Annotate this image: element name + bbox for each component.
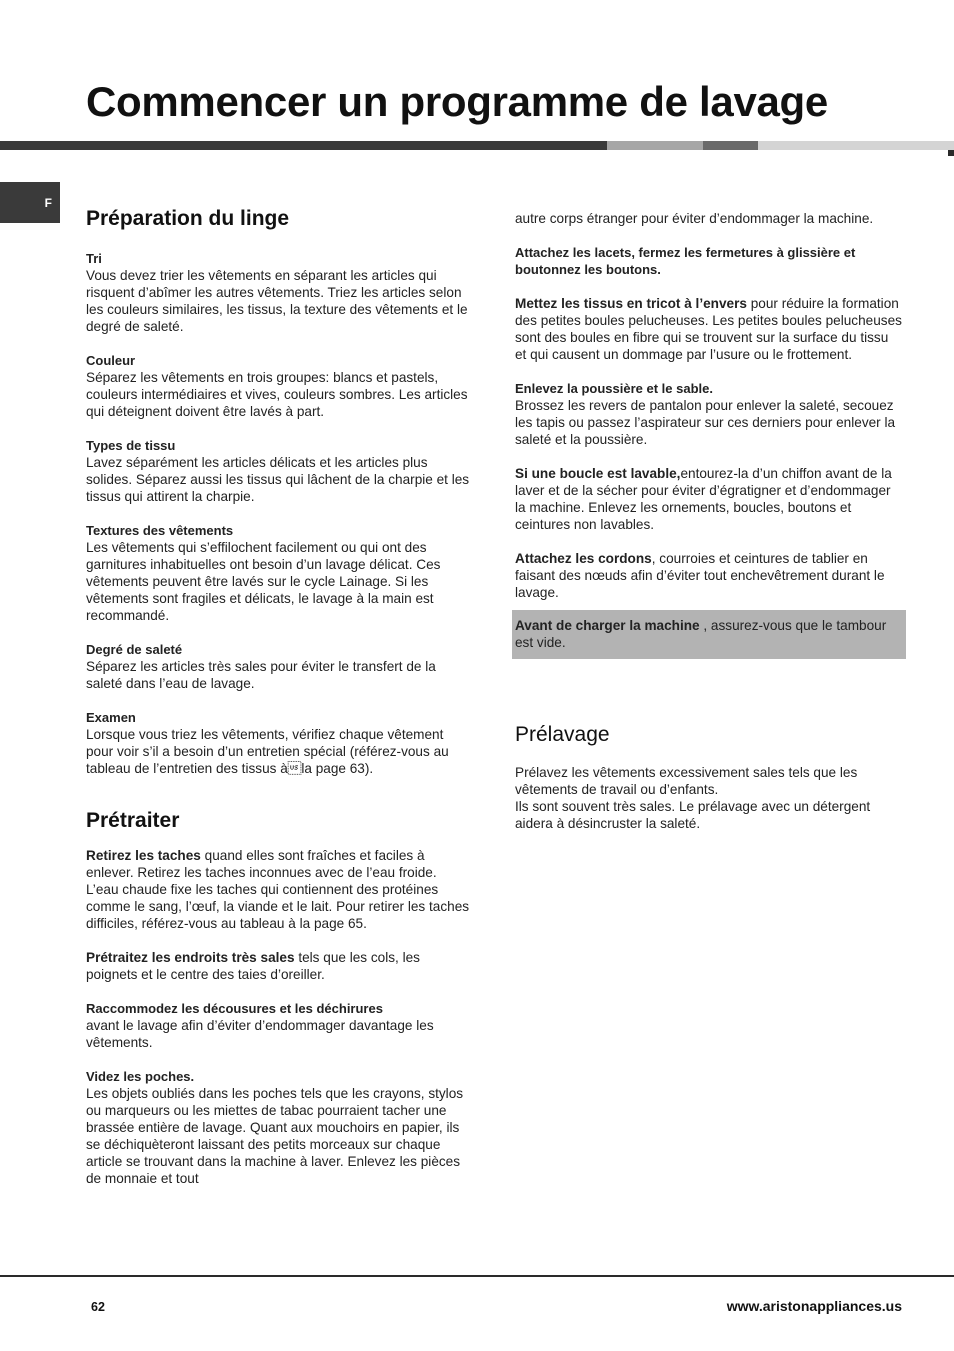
header-rule-marker bbox=[948, 150, 954, 156]
bold-cordons: Attachez les cordons bbox=[515, 551, 652, 566]
block-poussiere bbox=[515, 380, 903, 448]
paragraph-boucle bbox=[515, 465, 903, 533]
header-rule-dark bbox=[0, 141, 607, 150]
bold-pretraitez: Prétraitez les endroits très sales bbox=[86, 950, 295, 965]
text-tricot: pour réduire la formation des petites boules pelucheuses. Les petites boules pelucheuses sont des boules en fibre qui se trouvent sur la surface du tissu et qui causent un dommage par l’usure ou le frottement. bbox=[515, 296, 902, 362]
right-column bbox=[515, 210, 903, 832]
paragraph-textures: Les vêtements qui s’effilochent facilement ou qui ont des garnitures inhabituelles ont besoin d’un lavage délicat. Ces vêtements peuvent être lavés sur le cycle Lainage. Si les vêtements sont fragiles et délicats, le lavage à la main est recommandé. bbox=[86, 540, 441, 623]
paragraph-note bbox=[515, 617, 903, 651]
block-raccommodez bbox=[86, 1000, 470, 1051]
text-pretraitez: tels que les cols, les poignets et le centre des taies d’oreiller. bbox=[86, 950, 420, 982]
bold-boucle: Si une boucle est lavable, bbox=[515, 466, 681, 481]
page-title: Commencer un programme de lavage bbox=[86, 78, 828, 125]
subheading-degre: Degré de saleté bbox=[86, 642, 183, 657]
block-tri bbox=[86, 250, 470, 335]
paragraph-examen: Lorsque vous triez les vêtements, vérifiez chaque vêtement pour voir s’il a besoin d’un entretien spécial (référez-vous au tableau de l’entretien des tissus à la page 63). bbox=[86, 727, 449, 776]
text-boucle: entourez-la d’un chiffon avant de la laver et de la sécher pour éviter d’égratigner et d’endommager la machine. Enlevez les ornements, boucles, boutons et ceintures non lavables. bbox=[515, 466, 892, 532]
block-degre bbox=[86, 641, 470, 692]
block-taches bbox=[86, 847, 470, 932]
block-couleur bbox=[86, 352, 470, 420]
block-textures bbox=[86, 522, 470, 624]
header-rule-pale bbox=[758, 141, 954, 150]
block-types bbox=[86, 437, 470, 505]
language-tab: F bbox=[0, 182, 60, 223]
bold-taches: Retirez les taches bbox=[86, 848, 201, 863]
page-number: 62 bbox=[91, 1300, 105, 1314]
header-rule-light bbox=[607, 141, 703, 150]
block-tricot bbox=[515, 295, 903, 363]
block-boucle bbox=[515, 465, 903, 533]
block-examen bbox=[86, 709, 470, 777]
text-taches: quand elles sont fraîches et faciles à enlever. Retirez les taches inconnues avec de l’eau froide. L’eau chaude fixe les taches qui contiennent des protéines comme le sang, l’œuf, la viande et le lait. Pour retirer les taches difficiles, référez-vous au tableau à la page 65. bbox=[86, 848, 470, 931]
subheading-poussiere: Enlevez la poussière et le sable. bbox=[515, 381, 713, 396]
header-rule-mid bbox=[703, 141, 758, 150]
paragraph-tri: Vous devez trier les vêtements en séparant les articles qui risquent d’abîmer les autres vêtements. Triez les articles selon les couleurs similaires, les tissus, la texture des vêtements et le degré de saleté. bbox=[86, 268, 468, 334]
block-pretraitez bbox=[86, 949, 470, 983]
paragraph-continuation: autre corps étranger pour éviter d’endommager la machine. bbox=[515, 211, 874, 226]
footer-url: www.aristonappliances.us bbox=[726, 1298, 902, 1314]
paragraph-cordons bbox=[515, 550, 903, 601]
paragraph-tricot bbox=[515, 295, 903, 363]
subheading-couleur: Couleur bbox=[86, 353, 136, 368]
text-cordons: , courroies et ceintures de tablier en faisant des nœuds afin d’éviter tout enchevêtrement durant le lavage. bbox=[515, 551, 885, 600]
paragraph-degre: Séparez les articles très sales pour éviter le transfert de la saleté dans l’eau de lavage. bbox=[86, 659, 436, 691]
paragraph-types: Lavez séparément les articles délicats et les articles plus solides. Séparez aussi les tissus qui lâchent de la charpie et les tissus qui attirent la charpie. bbox=[86, 455, 470, 504]
paragraph-poches: Les objets oubliés dans les poches tels que les crayons, stylos ou marqueurs ou les miettes de tabac pourraient tacher une brassée entière de lavage. Quant aux mouchoirs en papier, ils se déchiquèteront laissant des petits morceaux sur chaque article se trouvant dans la machine à laver. Enlevez les pièces de monnaie et tout bbox=[86, 1086, 464, 1186]
subheading-raccommodez: Raccommodez les décousures et les déchirures bbox=[86, 1001, 383, 1016]
section-heading-prelavage: Prélavage bbox=[515, 723, 610, 746]
section-heading-preparation: Préparation du linge bbox=[86, 207, 290, 230]
left-column bbox=[86, 205, 470, 1187]
paragraph-prelavage: Prélavez les vêtements excessivement sales tels que les vêtements de travail ou d’enfants. bbox=[515, 765, 858, 797]
subheading-tri: Tri bbox=[86, 251, 102, 266]
block-cordons bbox=[515, 550, 903, 601]
paragraph-taches bbox=[86, 847, 470, 932]
paragraph-couleur: Séparez les vêtements en trois groupes: blancs et pastels, couleurs intermédiaires et vives, couleurs sombres. Les articles qui déteignent doivent être lavés à part. bbox=[86, 370, 468, 419]
subheading-textures: Textures des vêtements bbox=[86, 523, 234, 538]
note-box bbox=[512, 610, 906, 659]
block-lacets bbox=[515, 244, 903, 278]
text-note: , assurez-vous que le tambour est vide. bbox=[515, 618, 887, 650]
footer-rule bbox=[0, 1275, 954, 1277]
bold-tricot: Mettez les tissus en tricot à l’envers bbox=[515, 296, 747, 311]
block-poches bbox=[86, 1068, 470, 1187]
paragraph-pretraitez bbox=[86, 949, 470, 983]
paragraph-poussiere: Brossez les revers de pantalon pour enlever la saleté, secouez les tapis ou passez l’aspirateur sur ces derniers pour enlever la saleté et la poussière. bbox=[515, 398, 896, 447]
block-continuation bbox=[515, 210, 903, 227]
bold-note: Avant de charger la machine bbox=[515, 618, 700, 633]
subheading-poches: Videz les poches. bbox=[86, 1069, 195, 1084]
subheading-types: Types de tissu bbox=[86, 438, 176, 453]
paragraph-raccommodez: avant le lavage afin d’éviter d’endommager davantage les vêtements. bbox=[86, 1018, 434, 1050]
paragraph-prelavage-2: Ils sont souvent très sales. Le prélavage avec un détergent aidera à désincruster la saleté. bbox=[515, 799, 871, 831]
section-heading-pretraiter: Prétraiter bbox=[86, 809, 180, 832]
subheading-lacets: Attachez les lacets, fermez les fermetures à glissière et boutonnez les boutons. bbox=[515, 245, 856, 277]
subheading-examen: Examen bbox=[86, 710, 136, 725]
block-prelavage bbox=[515, 764, 903, 832]
